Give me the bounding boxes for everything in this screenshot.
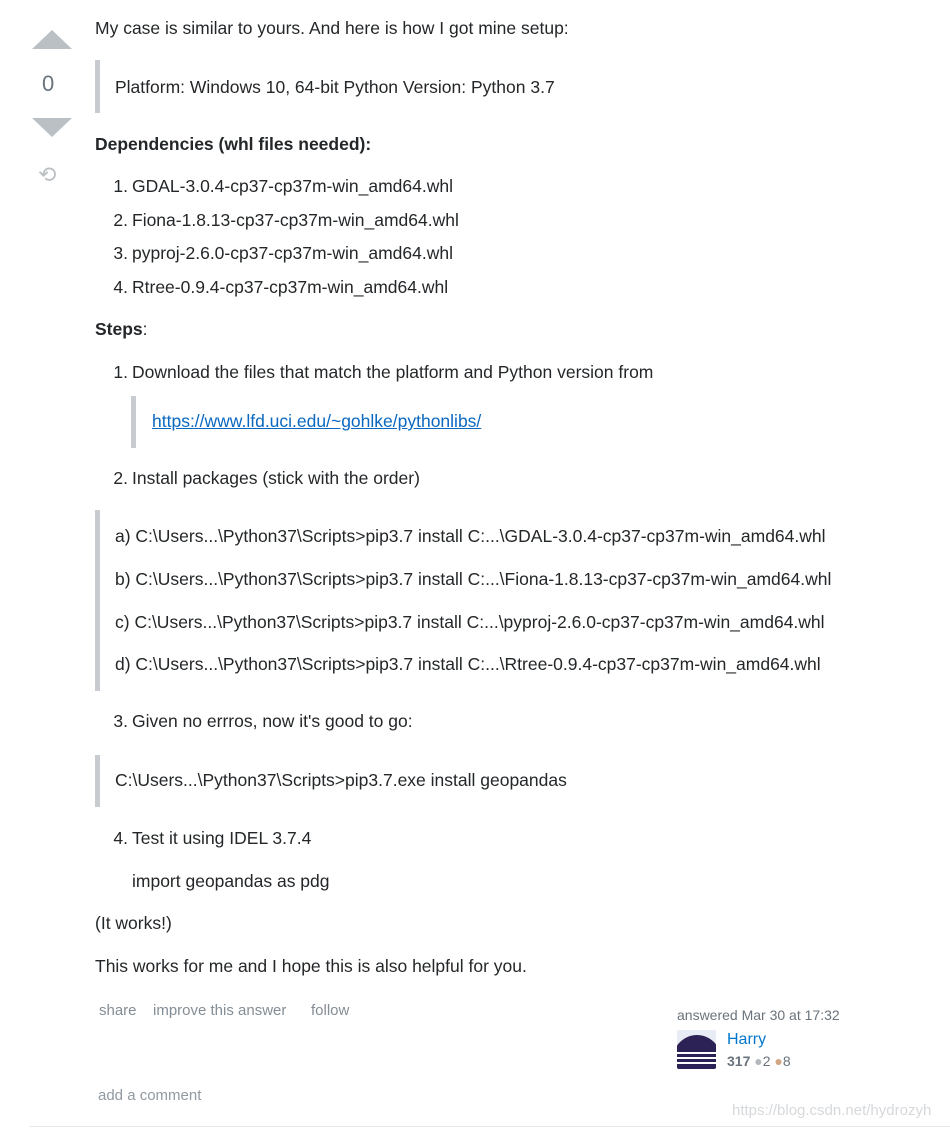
install-line: b) C:\Users...\Python37\Scripts>pip3.7 install C:...\Fiona-1.8.13-cp37-cp37m-win_amd64.whl [115,569,832,589]
install-line: a) C:\Users...\Python37\Scripts>pip3.7 install C:...\GDAL-3.0.4-cp37-cp37m-win_amd64.whl [115,526,826,546]
list-number: 3. [113,711,128,731]
step-2: Install packages (stick with the order) [132,468,420,488]
bronze-badge-icon: ● [774,1053,783,1069]
list-number: 1. [113,362,128,382]
add-comment-link[interactable]: add a comment [98,1087,202,1104]
watermark: https://blog.csdn.net/hydrozyh [732,1102,932,1119]
closing-text: This works for me and I hope this is also helpful for you. [95,956,527,976]
step-1: Download the files that match the platform and Python version from [132,362,654,382]
list-number: 1. [113,176,128,196]
user-name-link[interactable]: Harry [727,1031,767,1048]
list-number: 3. [113,243,128,263]
deps-heading: Dependencies (whl files needed): [95,134,372,154]
vote-count: 0 [42,71,55,96]
list-number: 2. [113,468,128,488]
list-item: GDAL-3.0.4-cp37-cp37m-win_amd64.whl [132,176,453,196]
downvote-button[interactable] [32,118,72,137]
silver-badge-icon: ● [754,1053,763,1069]
upvote-button[interactable] [32,30,72,49]
blockquote-bar [95,60,100,113]
step-4: Test it using IDEL 3.7.4 [132,828,312,848]
avatar[interactable] [677,1030,716,1069]
list-number: 4. [113,277,128,297]
list-item: Rtree-0.9.4-cp37-cp37m-win_amd64.whl [132,277,449,297]
blockquote-bar [95,755,100,807]
steps-title: Steps [95,319,143,339]
bronze-count: 8 [782,1053,791,1069]
pythonlibs-link[interactable]: https://www.lfd.uci.edu/~gohlke/pythonlibs/ [152,411,482,431]
history-icon[interactable]: ⟲ [38,162,57,187]
divider [30,1126,950,1127]
follow-link[interactable]: follow [311,1002,350,1019]
blockquote-bar [131,396,136,448]
reputation: 317 [727,1053,751,1069]
list-item: Fiona-1.8.13-cp37-cp37m-win_amd64.whl [132,210,459,230]
silver-count: 2 [762,1053,771,1069]
steps-colon: : [142,319,148,339]
install-line: d) C:\Users...\Python37\Scripts>pip3.7 install C:...\Rtree-0.9.4-cp37-cp37m-win_amd64.whl [115,654,821,674]
platform-text: Platform: Windows 10, 64-bit Python Version: Python 3.7 [115,77,555,97]
user-badges [727,1050,791,1072]
step-3: Given no errros, now it's good to go: [132,711,413,731]
intro-text: My case is similar to yours. And here is how I got mine setup: [95,18,569,38]
install-line: c) C:\Users...\Python37\Scripts>pip3.7 install C:...\pyproj-2.6.0-cp37-cp37m-win_amd64.whl [115,612,825,632]
share-link[interactable]: share [99,1002,137,1019]
geopandas-command: C:\Users...\Python37\Scripts>pip3.7.exe install geopandas [115,770,567,790]
works-text: (It works!) [95,913,172,933]
blockquote-bar [95,510,100,691]
list-number: 2. [113,210,128,230]
steps-heading [95,318,148,340]
list-item: pyproj-2.6.0-cp37-cp37m-win_amd64.whl [132,243,453,263]
improve-answer-link[interactable]: improve this answer [153,1002,287,1019]
list-number: 4. [113,828,128,848]
answered-time: answered Mar 30 at 17:32 [677,1007,840,1023]
import-line: import geopandas as pdg [132,871,330,891]
